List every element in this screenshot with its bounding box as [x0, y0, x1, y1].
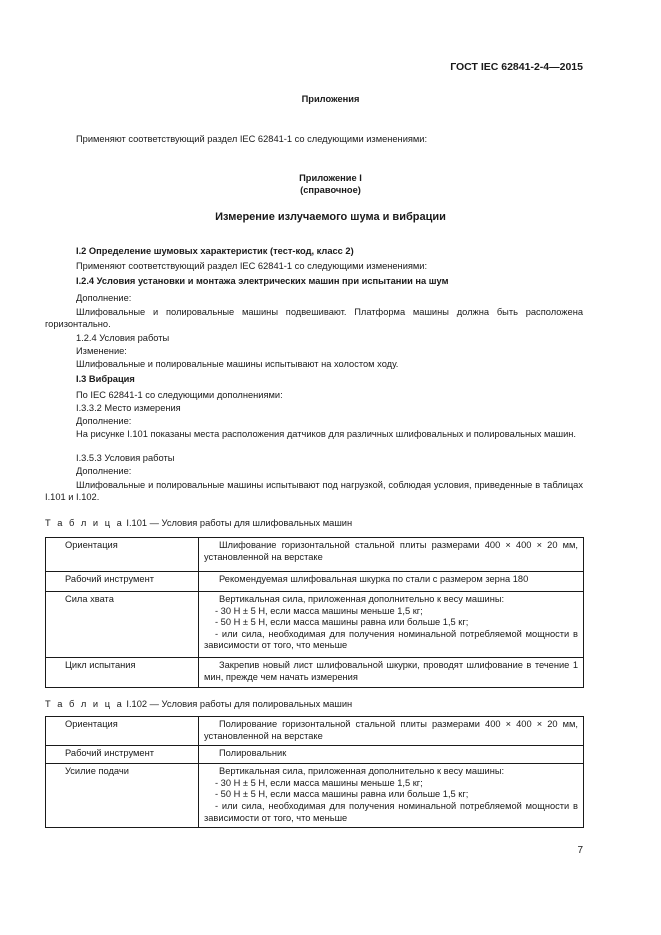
row-key: Ориентация — [46, 538, 199, 572]
section-heading-i3: I.3 Вибрация — [76, 374, 135, 384]
table-row — [46, 658, 584, 688]
annex-title: Приложение I — [299, 173, 362, 183]
change-label: Изменение: — [76, 346, 127, 356]
row-value — [199, 592, 584, 658]
addition-label: Дополнение: — [76, 466, 132, 476]
table-i102 — [45, 716, 584, 828]
row-key: Усилие подачи — [46, 764, 199, 828]
table-caption-i101 — [45, 517, 352, 529]
list-item: - 30 Н ± 5 Н, если масса машины меньше 1,5 кг; — [215, 605, 423, 616]
list-item: - 50 Н ± 5 Н, если масса машины равна или больше 1,5 кг; — [215, 617, 469, 628]
list-item: - 30 Н ± 5 Н, если масса машины меньше 1,5 кг; — [215, 777, 423, 788]
section-heading-i24: I.2.4 Условия установки и монтажа электрических машин при испытании на шум — [76, 276, 449, 286]
table-caption-text: I.101 — Условия работы для шлифовальных машин — [126, 518, 353, 528]
table-row — [46, 746, 584, 764]
row-text: Вертикальная сила, приложенная дополнительно к весу машины: — [219, 594, 505, 604]
table-i101 — [45, 537, 584, 688]
row-value — [199, 572, 584, 592]
table-caption-i102 — [45, 698, 352, 710]
paragraph-load: Шлифовальные и полировальные машины испытывают под нагрузкой, соблюдая условия, приведенные в таблицах I.101 и I.102. — [45, 480, 583, 503]
section-text-i3: По IEC 62841-1 со следующими дополнениями: — [76, 390, 283, 400]
addition-label: Дополнение: — [76, 416, 132, 426]
row-value — [199, 746, 584, 764]
table-row — [46, 538, 584, 572]
row-value — [199, 658, 584, 688]
row-key: Сила хвата — [46, 592, 199, 658]
section-heading-i353: I.3.5.3 Условия работы — [76, 453, 175, 463]
list-item: - или сила, необходимая для получения номинальной потребляемой мощности в зависимости от того, что меньше — [204, 800, 578, 823]
paragraph-suspension: Шлифовальные и полировальные машины подвешивают. Платформа машины должна быть расположена горизонтально. — [45, 307, 583, 330]
table-row — [46, 717, 584, 746]
list-item: - 50 Н ± 5 Н, если масса машины равна или больше 1,5 кг; — [215, 789, 469, 800]
paragraph-sensors: На рисунке I.101 показаны места расположения датчиков для различных шлифовальных и полировальных машин. — [76, 429, 576, 439]
row-value — [199, 764, 584, 828]
standard-number: ГОСТ IEC 62841-2-4—2015 — [450, 61, 583, 73]
table-row — [46, 592, 584, 658]
row-text: Полирование горизонтальной стальной плиты размерами 400 × 400 × 20 мм, установленной на верстаке — [204, 719, 578, 741]
page-number: 7 — [577, 845, 583, 856]
row-text: Вертикальная сила, приложенная дополнительно к весу машины: — [219, 766, 505, 777]
row-value — [199, 538, 584, 572]
row-text: Шлифование горизонтальной стальной плиты размерами 400 × 400 × 20 мм, установленной на верстаке — [204, 540, 578, 562]
section-heading-i332: I.3.3.2 Место измерения — [76, 403, 181, 413]
section-text-i2: Применяют соответствующий раздел IEC 62841-1 со следующими изменениями: — [76, 261, 428, 271]
annex-heading: Измерение излучаемого шума и вибрации — [215, 211, 446, 223]
annex-section-title: Приложения — [301, 94, 360, 104]
row-value — [199, 717, 584, 746]
annex-type: (справочное) — [300, 185, 361, 195]
row-key: Цикл испытания — [46, 658, 199, 688]
section-heading-124: 1.2.4 Условия работы — [76, 333, 170, 343]
row-text: Рекомендуемая шлифовальная шкурка по стали с размером зерна 180 — [219, 574, 529, 584]
table-caption-text: I.102 — Условия работы для полировальных машин — [126, 699, 353, 709]
addition-label: Дополнение: — [76, 293, 132, 303]
row-key: Ориентация — [46, 717, 199, 746]
row-key: Рабочий инструмент — [46, 572, 199, 592]
table-row — [46, 764, 584, 828]
paragraph-idle: Шлифовальные и полировальные машины испытывают на холостом ходу. — [76, 359, 399, 369]
table-label: Т а б л и ц а — [45, 518, 124, 528]
intro-text: Применяют соответствующий раздел IEC 62841-1 со следующими изменениями: — [76, 134, 428, 144]
list-item: - или сила, необходимая для получения номинальной потребляемой мощности в зависимости от того, что меньше — [204, 628, 578, 651]
row-text: Полировальник — [219, 748, 287, 759]
section-heading-i2: I.2 Определение шумовых характеристик (тест-код, класс 2) — [76, 246, 354, 256]
row-key: Рабочий инструмент — [46, 746, 199, 764]
table-row — [46, 572, 584, 592]
table-label: Т а б л и ц а — [45, 699, 124, 709]
row-text: Закрепив новый лист шлифовальной шкурки, проводят шлифование в течение 1 мин, прежде чем начать измерения — [204, 660, 578, 682]
